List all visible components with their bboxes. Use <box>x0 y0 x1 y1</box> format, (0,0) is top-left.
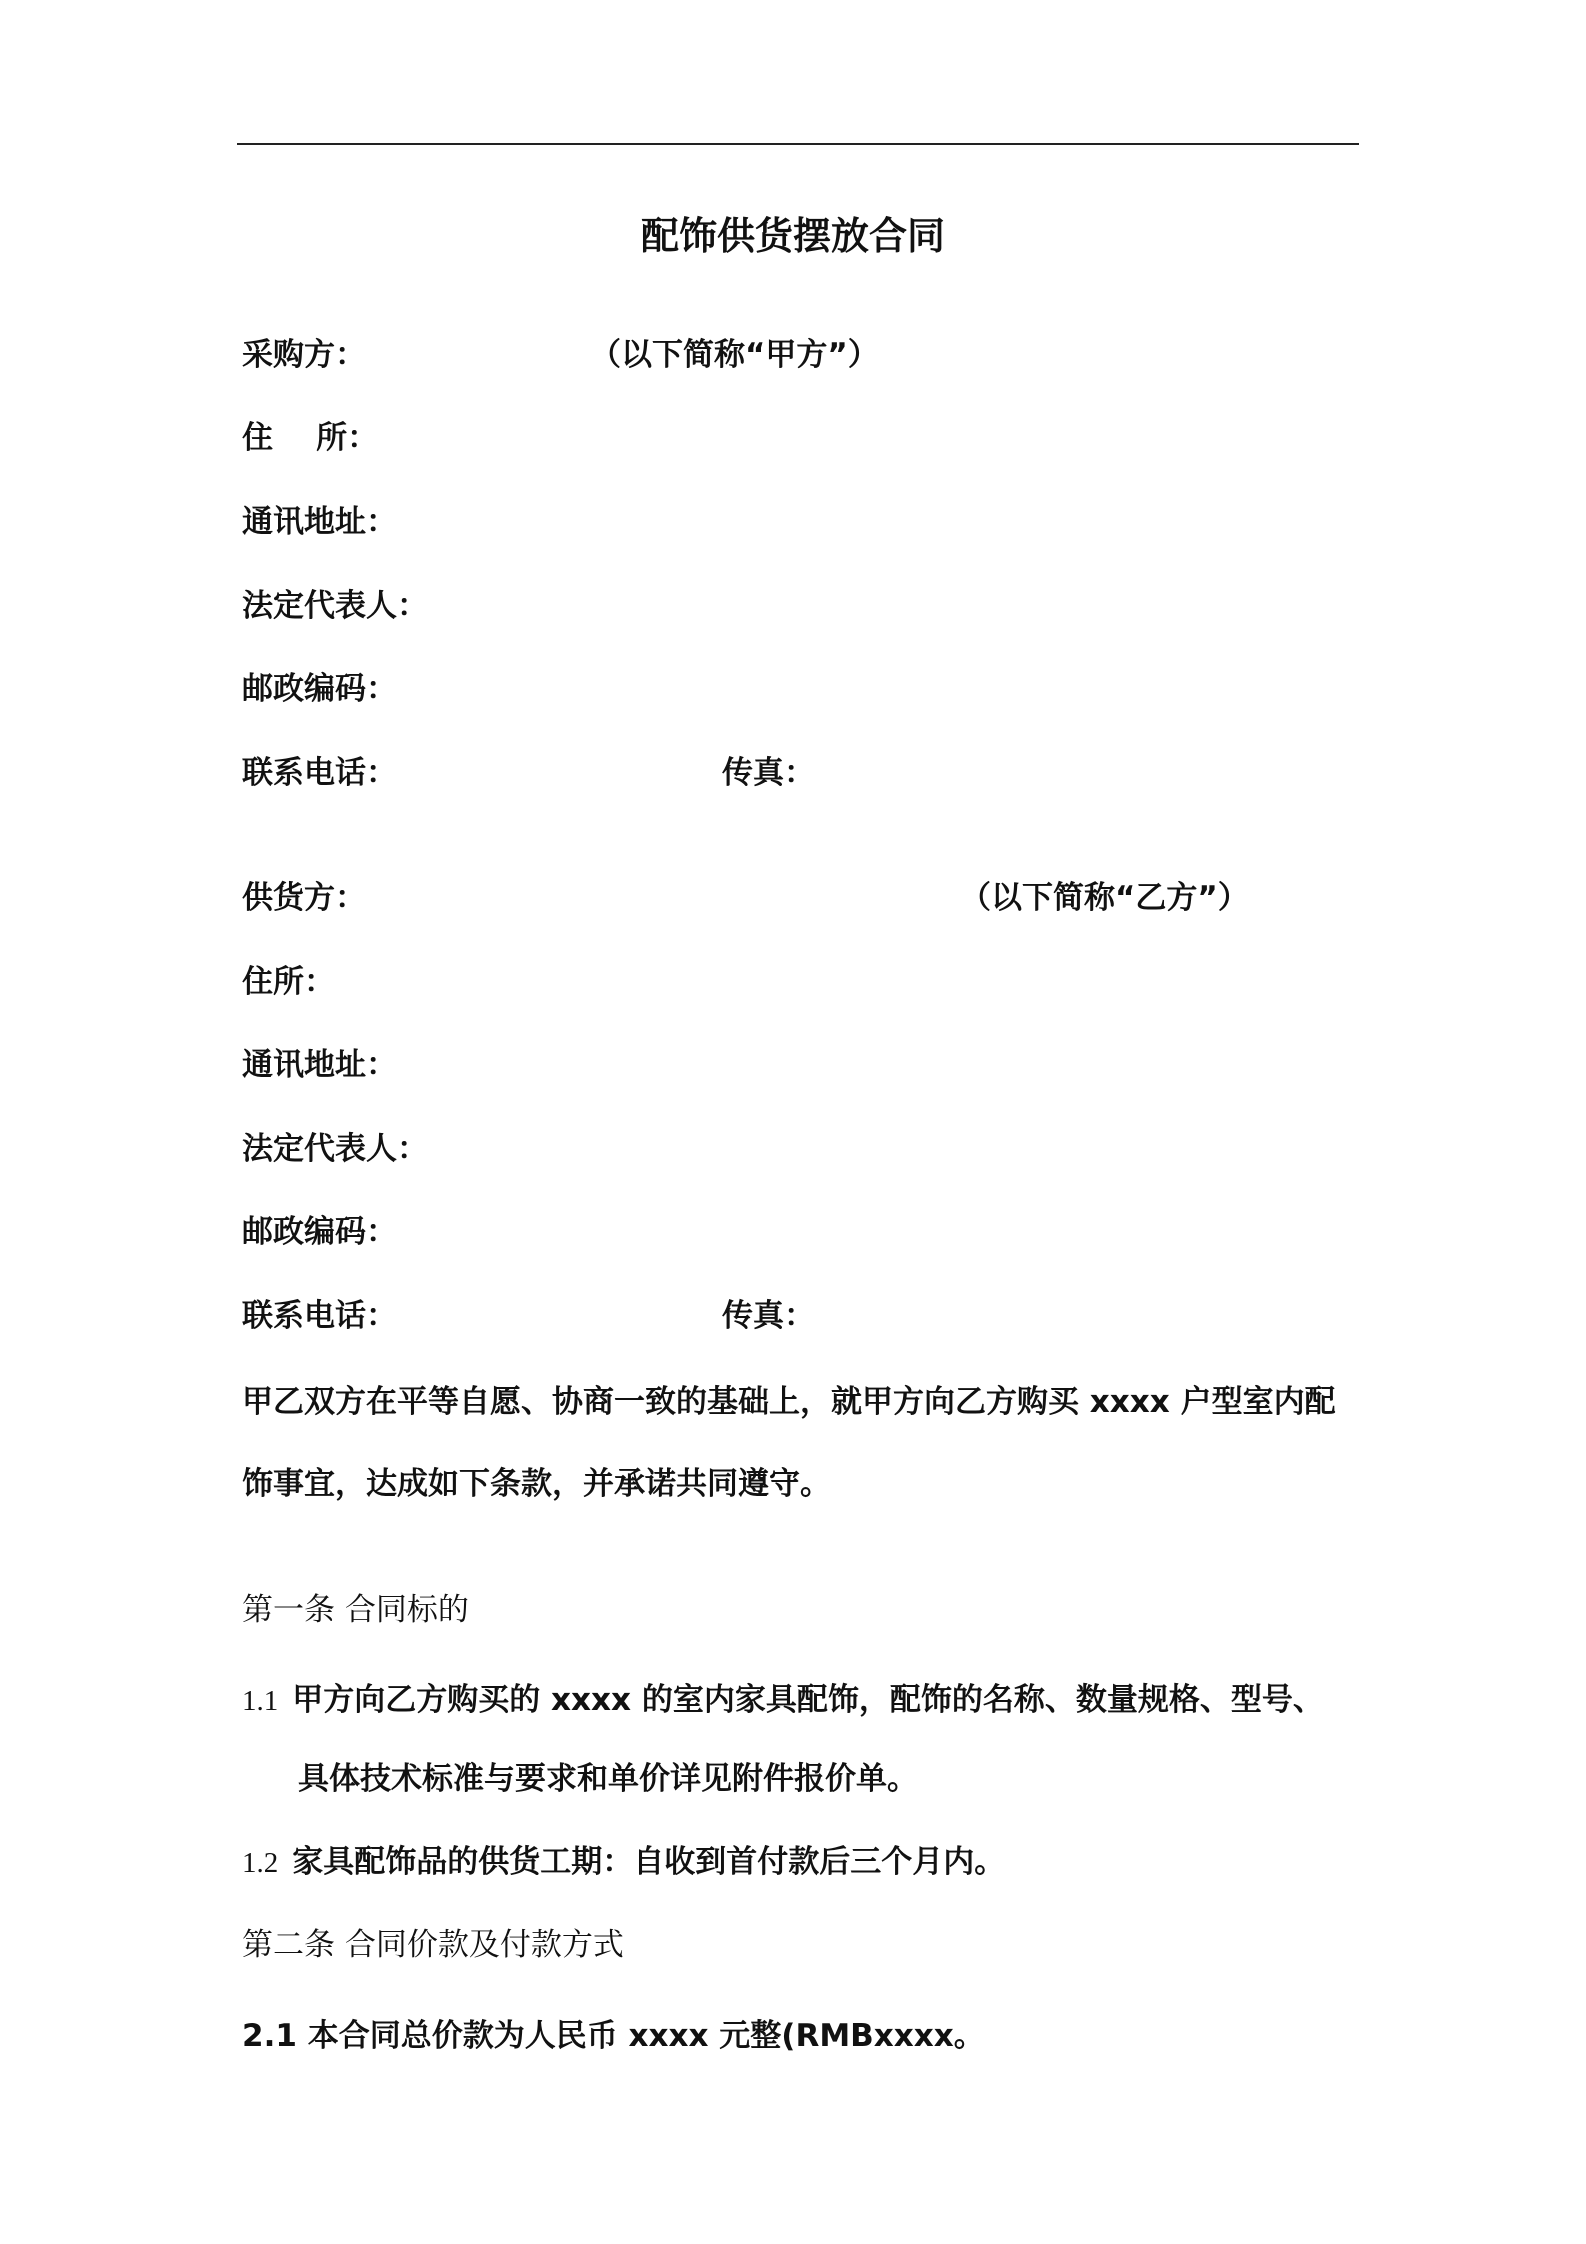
supplier-residence-label: 住所： <box>242 964 335 1000</box>
buyer-postcode-label: 邮政编码： <box>242 671 397 707</box>
header-rule <box>237 143 1359 145</box>
supplier-fax-label: 传真： <box>722 1298 815 1334</box>
article-1-heading: 第一条 合同标的 <box>242 1592 469 1628</box>
intro-line-1: 甲乙双方在平等自愿、协商一致的基础上，就甲方向乙方购买 xxxx 户型室内配 <box>242 1384 1336 1420</box>
supplier-phone-label: 联系电话： <box>242 1298 397 1334</box>
article-2-heading: 第二条 合同价款及付款方式 <box>242 1927 624 1963</box>
buyer-short-name: （以下简称“甲方”） <box>590 337 879 373</box>
supplier-address-label: 通讯地址： <box>242 1047 397 1083</box>
buyer-residence-label: 住 所： <box>242 420 379 456</box>
clause-1-1 <box>242 1678 1324 1723</box>
buyer-legal-rep-label: 法定代表人： <box>242 588 428 624</box>
clause-1-2-number: 1.2 <box>242 1847 279 1879</box>
clause-1-1-text: 甲方向乙方购买的 xxxx 的室内家具配饰，配饰的名称、数量规格、型号、 <box>292 1682 1324 1718</box>
clause-1-1-continuation: 具体技术标准与要求和单价详见附件报价单。 <box>298 1761 918 1797</box>
document-title: 配饰供货摆放合同 <box>640 214 945 258</box>
clause-2-1: 2.1 本合同总价款为人民币 xxxx 元整(RMBxxxx。 <box>242 2018 985 2054</box>
buyer-label: 采购方： <box>242 337 366 373</box>
supplier-legal-rep-label: 法定代表人： <box>242 1131 428 1167</box>
clause-1-2 <box>242 1840 1005 1885</box>
clause-1-2-text: 家具配饰品的供货工期：自收到首付款后三个月内。 <box>292 1844 1006 1880</box>
supplier-short-name: （以下简称“乙方”） <box>960 880 1249 916</box>
intro-line-2: 饰事宜，达成如下条款，并承诺共同遵守。 <box>242 1466 831 1502</box>
supplier-label: 供货方： <box>242 880 366 916</box>
buyer-address-label: 通讯地址： <box>242 504 397 540</box>
clause-1-1-number: 1.1 <box>242 1685 279 1717</box>
buyer-phone-label: 联系电话： <box>242 755 397 791</box>
buyer-fax-label: 传真： <box>722 755 815 791</box>
supplier-postcode-label: 邮政编码： <box>242 1214 397 1250</box>
